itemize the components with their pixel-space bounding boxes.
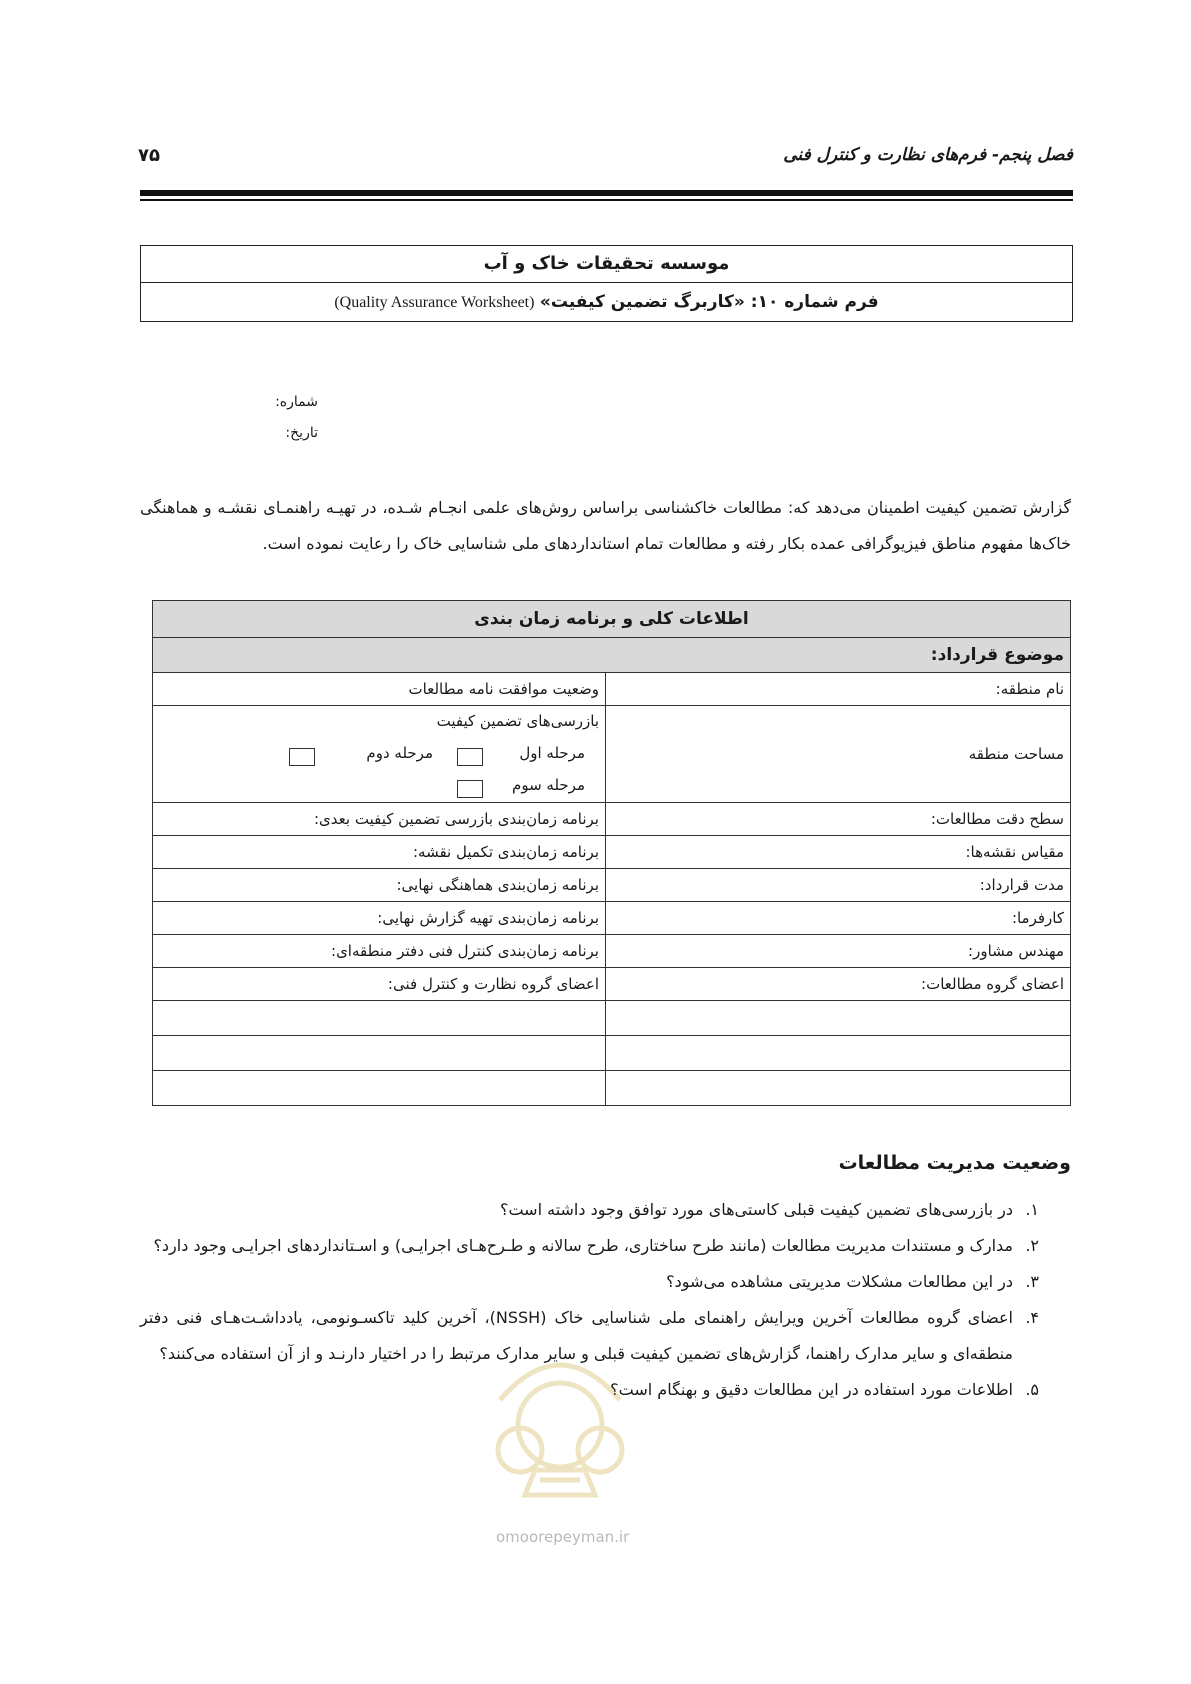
- question-text: اطلاعات مورد استفاده در این مطالعات دقیق و بهنگام است؟: [610, 1380, 1013, 1399]
- header-rule-thick: [140, 190, 1073, 196]
- table-row: [153, 968, 1071, 1001]
- region-name-cell[interactable]: نام منطقه:: [606, 673, 1071, 706]
- table-row: [153, 1036, 1071, 1071]
- list-item: [140, 1264, 1071, 1300]
- table-row: [153, 1001, 1071, 1036]
- stage3-checkbox[interactable]: [457, 780, 483, 798]
- table-row: [153, 1071, 1071, 1106]
- question-number: ۱.: [1025, 1200, 1039, 1219]
- institute-name: موسسه تحقیقات خاک و آب: [141, 246, 1072, 283]
- stage2-checkbox[interactable]: [289, 748, 315, 766]
- table-row: [153, 803, 1071, 836]
- question-number: ۲.: [1025, 1236, 1039, 1255]
- chapter-title: فصل پنجم- فرم‌های نظارت و کنترل فنی: [783, 145, 1073, 165]
- section-title: وضعیت مدیریت مطالعات: [838, 1152, 1071, 1174]
- header-rule-thin: [140, 199, 1073, 201]
- date-label: تاریخ:: [285, 425, 318, 441]
- stage2-label: مرحله دوم: [366, 744, 433, 762]
- study-agreement-status-cell[interactable]: وضعیت موافقت نامه مطالعات: [153, 673, 606, 706]
- question-text: در این مطالعات مشکلات مدیریتی مشاهده می‌شود؟: [666, 1272, 1013, 1291]
- empty-cell[interactable]: [606, 1071, 1071, 1106]
- qa-inspections-label: بازرسی‌های تضمین کیفیت: [436, 712, 599, 730]
- qa-inspections-cell: [153, 706, 606, 803]
- list-item: [140, 1228, 1071, 1264]
- study-team-members-cell[interactable]: اعضای گروه مطالعات:: [606, 968, 1071, 1001]
- next-qa-schedule-cell[interactable]: برنامه زمان‌بندی بازرسی تضمین کیفیت بعدی:: [153, 803, 606, 836]
- consulting-engineer-cell[interactable]: مهندس مشاور:: [606, 935, 1071, 968]
- table-row: [153, 902, 1071, 935]
- list-item: [140, 1192, 1071, 1228]
- employer-cell[interactable]: کارفرما:: [606, 902, 1071, 935]
- stage3-label: مرحله سوم: [512, 776, 585, 794]
- question-number: ۴.: [1025, 1308, 1039, 1327]
- table-row: [153, 706, 1071, 803]
- regional-control-schedule-cell[interactable]: برنامه زمان‌بندی کنترل فنی دفتر منطقه‌ای:: [153, 935, 606, 968]
- table-row: [153, 935, 1071, 968]
- supervision-team-members-cell[interactable]: اعضای گروه نظارت و کنترل فنی:: [153, 968, 606, 1001]
- map-scale-cell[interactable]: مقیاس نقشه‌ها:: [606, 836, 1071, 869]
- question-text: در بازرسی‌های تضمین کیفیت قبلی کاستی‌های مورد توافق وجود داشته است؟: [499, 1200, 1013, 1219]
- final-report-schedule-cell[interactable]: برنامه زمان‌بندی تهیه گزارش نهایی:: [153, 902, 606, 935]
- table-row: [153, 673, 1071, 706]
- table-row: [153, 836, 1071, 869]
- watermark-site-text: omoorepeyman.ir: [496, 1528, 630, 1546]
- contract-duration-cell[interactable]: مدت قرارداد:: [606, 869, 1071, 902]
- intro-paragraph: گزارش تضمین کیفیت اطمینان می‌دهد که: مطالعات خاکشناسی براساس روش‌های علمی انجـام شـده، در تهیـه راهنمـای نقشـه و هماهنگی خاک‌ها مفهوم مناطق فیزیوگرافی عمده بکار رفته و مطالعات تمام استانداردهای ملی شناسایی خاک را رعایت نموده است.: [140, 498, 1071, 553]
- empty-cell[interactable]: [153, 1036, 606, 1071]
- study-accuracy-cell[interactable]: سطح دقت مطالعات:: [606, 803, 1071, 836]
- form-title-english: (Quality Assurance Worksheet): [334, 294, 535, 311]
- table-row: [153, 869, 1071, 902]
- empty-cell[interactable]: [606, 1001, 1071, 1036]
- empty-cell[interactable]: [153, 1001, 606, 1036]
- stage1-label: مرحله اول: [519, 744, 585, 762]
- form-title-persian: فرم شماره ۱۰: «کاربرگ تضمین کیفیت»: [539, 292, 879, 312]
- stage1-checkbox[interactable]: [457, 748, 483, 766]
- watermark-seal-icon: [480, 1330, 640, 1510]
- form-title-box: [140, 245, 1073, 322]
- question-number: ۳.: [1025, 1272, 1039, 1291]
- final-coordination-schedule-cell[interactable]: برنامه زمان‌بندی هماهنگی نهایی:: [153, 869, 606, 902]
- question-text: اعضای گروه مطالعات آخرین ویرایش راهنمای ملی شناسایی خاک (NSSH)، آخرین کلید تاکسـونومی، یادداشـت‌هـای فنی دفتر منطقه‌ای و سایر مدارک راهنما، گزارش‌های تضمین کیفیت قبلی و سایر مدارک مرتبط را در اختیار دارنـد و از آن استفاده می‌کنند؟: [140, 1308, 1013, 1363]
- page-number: ۷۵: [138, 145, 160, 166]
- general-info-table: [152, 600, 1071, 1106]
- table-heading: اطلاعات کلی و برنامه زمان بندی: [153, 601, 1071, 638]
- question-number: ۵.: [1025, 1380, 1039, 1399]
- region-area-cell[interactable]: مساحت منطقه: [606, 706, 1071, 803]
- contract-subject-label: موضوع قرارداد:: [153, 638, 1071, 673]
- map-completion-schedule-cell[interactable]: برنامه زمان‌بندی تکمیل نقشه:: [153, 836, 606, 869]
- empty-cell[interactable]: [153, 1071, 606, 1106]
- number-label: شماره:: [275, 394, 318, 410]
- form-title: [141, 283, 1072, 321]
- empty-cell[interactable]: [606, 1036, 1071, 1071]
- question-text: مدارک و مستندات مدیریت مطالعات (مانند طرح ساختاری، طرح سالانه و طـرح‌هـای اجرایـی) و اسـتانداردهای اجرایـی وجود دارد؟: [153, 1236, 1013, 1255]
